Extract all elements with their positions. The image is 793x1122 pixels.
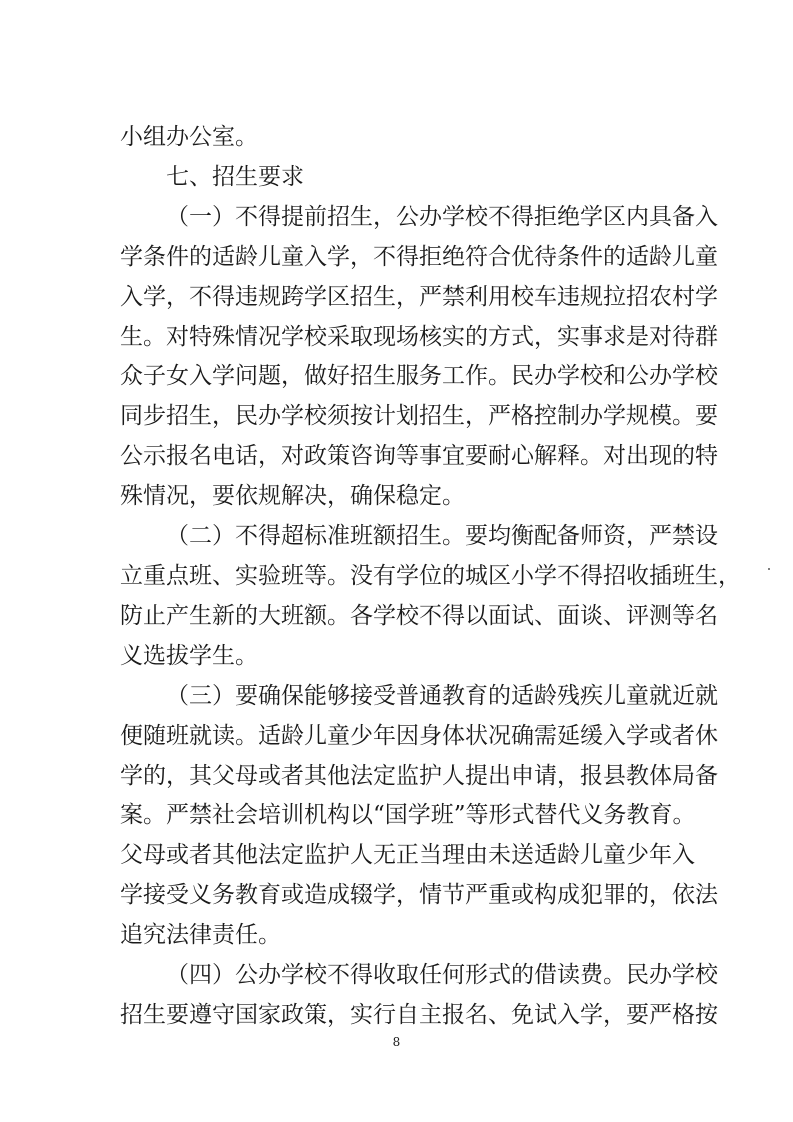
text-line: 生。对特殊情况学校采取现场核实的方式，实事求是对待群: [120, 324, 718, 350]
text-line: 追究法律责任。: [120, 922, 281, 948]
text-line: 同步招生，民办学校须按计划招生，严格控制办学规模。要: [120, 403, 718, 429]
text-line: 防止产生新的大班额。各学校不得以面试、面谈、评测等名: [120, 603, 718, 629]
text-line: 便随班就读。适龄儿童少年因身体状况确需延缓入学或者休: [120, 723, 718, 749]
text-line: 众子女入学问题，做好招生服务工作。民办学校和公办学校: [120, 363, 718, 389]
text-line: 入学，不得违规跨学区招生，严禁利用校车违规拉招农村学: [120, 284, 718, 310]
text-line: 学条件的适龄儿童入学，不得拒绝符合优待条件的适龄儿童: [120, 244, 718, 270]
text-line: 学接受义务教育或造成辍学，情节严重或构成犯罪的，依法: [120, 882, 718, 908]
text-line: 父母或者其他法定监护人无正当理由未送适龄儿童少年入: [120, 842, 695, 868]
text-line: （二）不得超标准班额招生。要均衡配备师资，严禁设: [166, 523, 718, 549]
text-line: 案。严禁社会培训机构以“国学班”等形式替代义务教育。: [120, 802, 696, 828]
text-line: （三）要确保能够接受普通教育的适龄残疾儿童就近就: [166, 683, 718, 709]
text-line: 学的，其父母或者其他法定监护人提出申请，报县教体局备: [120, 763, 718, 789]
text-line: 公示报名电话，对政策咨询等事宜要耐心解释。对出现的特: [120, 443, 718, 469]
text-line: 义选拔学生。: [120, 643, 258, 669]
text-line: 小组办公室。: [120, 124, 258, 150]
text-line: 招生要遵守国家政策，实行自主报名、免试入学，要严格按: [120, 1002, 718, 1028]
text-line: 立重点班、实验班等。没有学位的城区小学不得招收插班生，: [120, 563, 741, 589]
section-heading: 七、招生要求: [166, 164, 304, 190]
text-line: （四）公办学校不得收取任何形式的借读费。民办学校: [166, 962, 718, 988]
text-line: 殊情况，要依规解决，确保稳定。: [120, 483, 465, 509]
text-line: （一）不得提前招生，公办学校不得拒绝学区内具备入: [166, 204, 718, 230]
page-number: 8: [392, 1035, 401, 1049]
